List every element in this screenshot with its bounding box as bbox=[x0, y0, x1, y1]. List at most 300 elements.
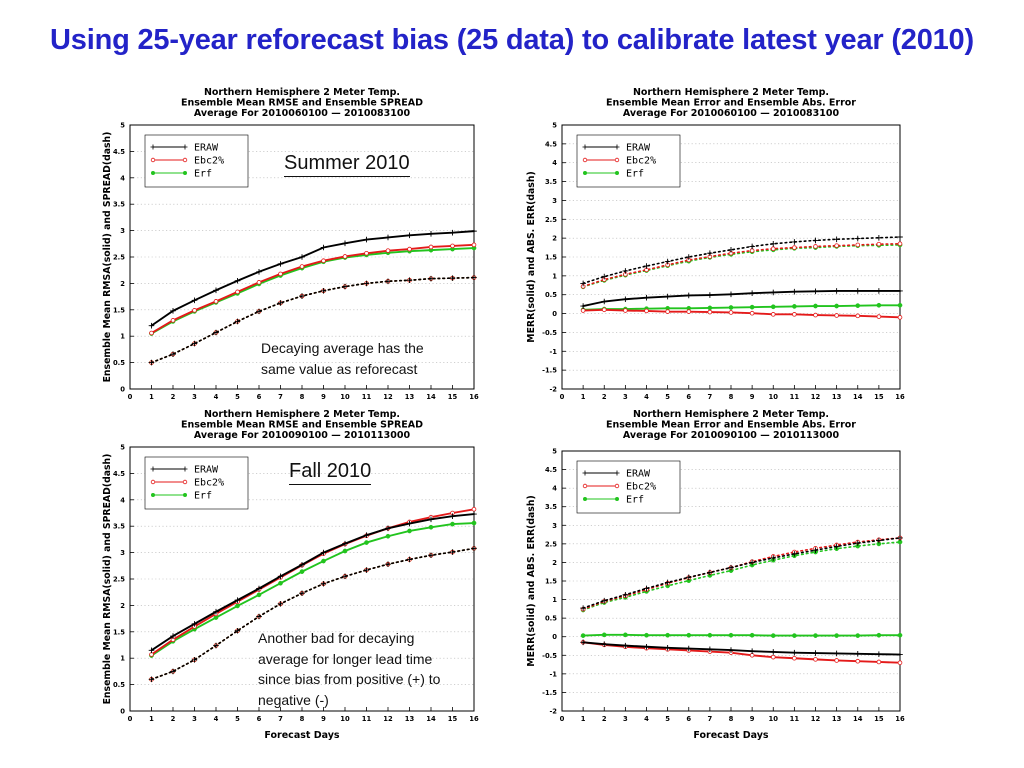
marker-plus bbox=[686, 574, 692, 580]
chart-title-line: Ensemble Mean RMSE and Ensemble SPREAD bbox=[180, 97, 424, 109]
marker-plus bbox=[897, 652, 903, 658]
marker-open-circle bbox=[856, 243, 860, 247]
legend-marker-open bbox=[615, 158, 619, 162]
x-tick-label: 1 bbox=[149, 715, 154, 723]
x-tick-label: 10 bbox=[340, 393, 350, 401]
y-tick-label: 3 bbox=[120, 549, 125, 558]
marker-plus bbox=[792, 289, 798, 295]
x-tick-label: 15 bbox=[447, 715, 458, 723]
chart-title-line: Average For 2010090100 — 2010113000 bbox=[193, 430, 411, 441]
marker-plus bbox=[792, 650, 798, 656]
y-tick-label: 3.5 bbox=[112, 522, 125, 531]
marker-open-circle bbox=[814, 245, 818, 249]
marker-open-circle bbox=[429, 245, 433, 249]
marker-plus bbox=[428, 552, 434, 558]
marker-plus bbox=[299, 590, 305, 596]
x-tick-label: 9 bbox=[749, 715, 755, 723]
marker-plus bbox=[450, 275, 456, 281]
x-tick-label: 4 bbox=[644, 393, 649, 401]
legend-marker-open bbox=[583, 158, 587, 162]
legend-label-erf: Erf bbox=[194, 490, 213, 502]
chart-title-line: Average For 2010060100 — 2010083100 bbox=[193, 108, 411, 119]
marker-open-circle bbox=[792, 246, 796, 250]
marker-plus bbox=[686, 293, 692, 299]
x-tick-label: 8 bbox=[728, 715, 734, 723]
marker-plus bbox=[256, 309, 262, 315]
y-tick-label: 4.5 bbox=[112, 147, 125, 156]
marker-filled-circle bbox=[877, 633, 881, 637]
y-tick-label: 4.5 bbox=[112, 469, 125, 478]
marker-plus bbox=[813, 650, 819, 656]
marker-open-circle bbox=[623, 309, 627, 313]
marker-plus bbox=[601, 299, 607, 305]
marker-plus bbox=[770, 649, 776, 655]
marker-plus bbox=[665, 259, 671, 265]
x-tick-label: 16 bbox=[895, 715, 905, 723]
x-tick-label: 11 bbox=[361, 393, 372, 401]
marker-plus bbox=[278, 300, 284, 306]
legend-marker-filled bbox=[151, 493, 155, 497]
x-tick-label: 6 bbox=[686, 393, 692, 401]
x-tick-label: 13 bbox=[404, 393, 415, 401]
marker-filled-circle bbox=[644, 633, 648, 637]
series-eraw-solid bbox=[583, 642, 900, 654]
x-tick-label: 16 bbox=[469, 393, 479, 401]
x-tick-label: 7 bbox=[278, 715, 283, 723]
y-tick-label: 5 bbox=[120, 443, 125, 452]
x-tick-label: 10 bbox=[768, 715, 778, 723]
marker-open-circle bbox=[750, 311, 754, 315]
marker-filled-circle bbox=[235, 604, 239, 608]
marker-plus bbox=[707, 292, 713, 298]
legend-marker-filled bbox=[183, 171, 187, 175]
marker-filled-circle bbox=[708, 306, 712, 310]
marker-open-circle bbox=[171, 318, 175, 322]
marker-open-circle bbox=[835, 659, 839, 663]
x-tick-label: 15 bbox=[874, 715, 884, 723]
marker-filled-circle bbox=[750, 305, 754, 309]
marker-open-circle bbox=[472, 507, 476, 511]
x-tick-label: 5 bbox=[665, 715, 670, 723]
marker-open-circle bbox=[150, 331, 154, 335]
marker-plus bbox=[342, 574, 348, 580]
marker-plus bbox=[235, 278, 241, 284]
x-tick-label: 2 bbox=[601, 715, 607, 723]
marker-open-circle bbox=[750, 249, 754, 253]
x-tick-label: 16 bbox=[895, 393, 905, 401]
chart-title-line: Northern Hemisphere 2 Meter Temp. bbox=[632, 409, 830, 420]
series-eraw-dash bbox=[583, 237, 900, 283]
marker-filled-circle bbox=[343, 549, 347, 553]
marker-open-circle bbox=[472, 243, 476, 247]
y-tick-label: 4.5 bbox=[544, 466, 557, 475]
marker-plus bbox=[770, 241, 776, 247]
marker-filled-circle bbox=[813, 634, 817, 638]
marker-plus bbox=[213, 330, 219, 336]
x-tick-label: 15 bbox=[447, 393, 458, 401]
y-tick-label: 3.5 bbox=[112, 200, 125, 209]
chart-title-line: Northern Hemisphere 2 Meter Temp. bbox=[203, 87, 401, 98]
marker-plus bbox=[728, 247, 734, 253]
y-tick-label: 1.5 bbox=[112, 628, 125, 637]
marker-plus bbox=[813, 289, 819, 295]
marker-plus bbox=[623, 296, 629, 302]
x-tick-label: 8 bbox=[299, 715, 305, 723]
y-tick-label: 0 bbox=[552, 310, 557, 319]
x-tick-label: 14 bbox=[853, 393, 863, 401]
marker-plus bbox=[623, 268, 629, 274]
chart-summer-error bbox=[526, 84, 926, 429]
x-tick-label: 8 bbox=[299, 393, 305, 401]
marker-filled-circle bbox=[750, 633, 754, 637]
y-tick-label: 0 bbox=[120, 707, 125, 716]
x-tick-label: 0 bbox=[127, 393, 133, 401]
x-tick-label: 1 bbox=[580, 715, 586, 723]
marker-open-circle bbox=[386, 249, 390, 253]
y-tick-label: -0.5 bbox=[542, 328, 557, 337]
marker-open-circle bbox=[408, 247, 412, 251]
marker-open-circle bbox=[687, 310, 691, 314]
legend-marker-filled bbox=[583, 171, 587, 175]
x-tick-label: 1 bbox=[580, 393, 586, 401]
y-tick-label: 1 bbox=[120, 332, 125, 341]
marker-filled-circle bbox=[666, 633, 670, 637]
marker-filled-circle bbox=[856, 634, 860, 638]
chart-svg bbox=[526, 84, 926, 429]
y-axis-label: MERR(solid) and ABS. ERR(dash) bbox=[526, 495, 537, 667]
slide-title: Using 25-year reforecast bias (25 data) to calibrate latest year (2010) bbox=[50, 24, 974, 56]
marker-open-circle bbox=[856, 314, 860, 318]
y-tick-label: 5 bbox=[120, 121, 125, 130]
marker-open-circle bbox=[792, 656, 796, 660]
y-tick-label: 4 bbox=[120, 174, 125, 183]
marker-filled-circle bbox=[300, 570, 304, 574]
marker-plus bbox=[213, 643, 219, 649]
y-tick-label: 4.5 bbox=[544, 140, 557, 149]
y-axis-label: Ensemble Mean RMSA(solid) and SPREAD(dash) bbox=[102, 131, 113, 383]
marker-filled-circle bbox=[257, 593, 261, 597]
y-tick-label: 2 bbox=[120, 279, 125, 288]
y-tick-label: 2 bbox=[552, 558, 557, 567]
legend-label-erf: Erf bbox=[626, 168, 645, 180]
y-tick-label: 3 bbox=[120, 227, 125, 236]
y-tick-label: 1 bbox=[120, 654, 125, 663]
y-tick-label: 1.5 bbox=[544, 253, 557, 262]
marker-open-circle bbox=[581, 309, 585, 313]
chart-fall-error bbox=[526, 406, 926, 751]
marker-plus bbox=[855, 236, 861, 242]
marker-filled-circle bbox=[708, 633, 712, 637]
legend-marker-filled bbox=[615, 171, 619, 175]
marker-filled-circle bbox=[835, 304, 839, 308]
marker-open-circle bbox=[150, 653, 154, 657]
series-ebc2-dash bbox=[583, 538, 900, 609]
marker-filled-circle bbox=[792, 634, 796, 638]
marker-plus bbox=[897, 535, 903, 541]
marker-filled-circle bbox=[450, 522, 454, 526]
marker-open-circle bbox=[771, 247, 775, 251]
y-tick-label: 0.5 bbox=[544, 291, 557, 300]
marker-plus bbox=[876, 538, 882, 544]
x-tick-label: 0 bbox=[559, 715, 565, 723]
y-tick-label: 3 bbox=[552, 196, 557, 205]
marker-open-circle bbox=[343, 255, 347, 259]
y-tick-label: 2 bbox=[120, 601, 125, 610]
marker-plus bbox=[707, 250, 713, 256]
x-tick-label: 6 bbox=[256, 715, 262, 723]
marker-open-circle bbox=[193, 308, 197, 312]
x-tick-label: 5 bbox=[235, 715, 240, 723]
marker-open-circle bbox=[898, 315, 902, 319]
y-tick-label: 1 bbox=[552, 272, 557, 281]
marker-plus bbox=[601, 641, 607, 647]
note-decaying-average: Decaying average has the same value as reforecast bbox=[261, 340, 424, 377]
marker-open-circle bbox=[236, 290, 240, 294]
marker-plus bbox=[256, 269, 262, 275]
series-eraw-dash bbox=[583, 538, 900, 608]
y-tick-label: 4 bbox=[552, 484, 557, 493]
y-tick-label: 3 bbox=[552, 521, 557, 530]
marker-plus bbox=[278, 261, 284, 267]
marker-plus bbox=[149, 360, 155, 366]
y-tick-label: 2.5 bbox=[544, 215, 557, 224]
x-tick-label: 11 bbox=[361, 715, 372, 723]
y-tick-label: 5 bbox=[552, 121, 557, 130]
marker-plus bbox=[644, 295, 650, 301]
marker-open-circle bbox=[257, 280, 261, 284]
series-erf-solid bbox=[583, 305, 900, 310]
marker-plus bbox=[170, 351, 176, 357]
marker-plus bbox=[278, 601, 284, 607]
y-tick-label: 2.5 bbox=[544, 540, 557, 549]
marker-plus bbox=[665, 294, 671, 300]
y-tick-label: 3.5 bbox=[544, 503, 557, 512]
chart-svg bbox=[526, 406, 926, 751]
marker-open-circle bbox=[365, 251, 369, 255]
marker-plus bbox=[749, 244, 755, 250]
y-tick-label: 2.5 bbox=[112, 253, 125, 262]
marker-plus bbox=[299, 254, 305, 260]
x-tick-label: 12 bbox=[810, 715, 821, 723]
x-tick-label: 2 bbox=[170, 393, 176, 401]
marker-plus bbox=[897, 234, 903, 240]
x-tick-label: 14 bbox=[853, 715, 863, 723]
x-tick-label: 6 bbox=[256, 393, 262, 401]
chart-title-line: Ensemble Mean Error and Ensemble Abs. Error bbox=[606, 97, 856, 109]
marker-open-circle bbox=[877, 315, 881, 319]
y-tick-label: -2 bbox=[549, 385, 557, 394]
x-tick-label: 1 bbox=[149, 393, 154, 401]
marker-plus bbox=[235, 319, 241, 325]
y-tick-label: 0.5 bbox=[112, 681, 125, 690]
x-tick-label: 2 bbox=[170, 715, 176, 723]
legend-marker-open bbox=[183, 480, 187, 484]
marker-filled-circle bbox=[729, 305, 733, 309]
marker-filled-circle bbox=[321, 559, 325, 563]
y-tick-label: 1 bbox=[552, 596, 557, 605]
marker-plus bbox=[428, 276, 434, 282]
marker-filled-circle bbox=[856, 304, 860, 308]
y-tick-label: 2 bbox=[552, 234, 557, 243]
x-tick-label: 4 bbox=[213, 393, 219, 401]
x-tick-label: 3 bbox=[623, 715, 628, 723]
x-tick-label: 6 bbox=[686, 715, 692, 723]
x-tick-label: 0 bbox=[559, 393, 565, 401]
x-tick-label: 9 bbox=[321, 715, 326, 723]
marker-open-circle bbox=[214, 299, 218, 303]
marker-plus bbox=[749, 648, 755, 654]
x-axis-label: Forecast Days bbox=[264, 730, 340, 741]
legend-marker-open bbox=[183, 158, 187, 162]
marker-open-circle bbox=[451, 244, 455, 248]
marker-plus bbox=[364, 567, 370, 573]
y-axis-label: MERR(solid) and ABS. ERR(dash) bbox=[526, 171, 537, 343]
legend-label-ebc2: Ebc2% bbox=[194, 155, 225, 167]
marker-plus bbox=[834, 651, 840, 657]
chart-title-line: Northern Hemisphere 2 Meter Temp. bbox=[632, 87, 830, 98]
marker-open-circle bbox=[898, 661, 902, 665]
marker-filled-circle bbox=[835, 634, 839, 638]
marker-filled-circle bbox=[364, 540, 368, 544]
marker-plus bbox=[321, 581, 327, 587]
marker-filled-circle bbox=[623, 633, 627, 637]
x-tick-label: 14 bbox=[426, 715, 436, 723]
marker-filled-circle bbox=[898, 633, 902, 637]
legend-marker-open bbox=[151, 480, 155, 484]
x-tick-label: 4 bbox=[644, 715, 649, 723]
marker-plus bbox=[471, 511, 477, 517]
marker-plus bbox=[792, 239, 798, 245]
marker-open-circle bbox=[877, 660, 881, 664]
marker-plus bbox=[644, 263, 650, 269]
marker-filled-circle bbox=[771, 634, 775, 638]
y-tick-label: 1.5 bbox=[544, 577, 557, 586]
y-tick-label: -1 bbox=[549, 347, 557, 356]
marker-plus bbox=[407, 233, 413, 239]
legend-label-ebc2: Ebc2% bbox=[194, 477, 225, 489]
y-tick-label: 5 bbox=[552, 447, 557, 456]
marker-open-circle bbox=[814, 657, 818, 661]
marker-filled-circle bbox=[278, 581, 282, 585]
marker-open-circle bbox=[792, 312, 796, 316]
x-tick-label: 7 bbox=[707, 393, 713, 401]
y-tick-label: 0.5 bbox=[544, 614, 557, 623]
y-tick-label: -0.5 bbox=[542, 651, 557, 660]
marker-plus bbox=[299, 293, 305, 299]
x-tick-label: 15 bbox=[874, 393, 884, 401]
marker-plus bbox=[428, 231, 434, 237]
marker-plus bbox=[897, 288, 903, 294]
y-tick-label: -1 bbox=[549, 670, 557, 679]
x-tick-label: 9 bbox=[749, 393, 755, 401]
marker-plus bbox=[321, 245, 327, 251]
marker-plus bbox=[385, 561, 391, 567]
marker-plus bbox=[471, 275, 477, 281]
marker-open-circle bbox=[771, 655, 775, 659]
chart-title-line: Average For 2010060100 — 2010083100 bbox=[622, 108, 840, 119]
marker-open-circle bbox=[835, 314, 839, 318]
marker-plus bbox=[580, 639, 586, 645]
x-axis-label: Forecast Days bbox=[693, 730, 769, 741]
x-tick-label: 12 bbox=[383, 393, 393, 401]
marker-plus bbox=[342, 240, 348, 246]
legend-label-eraw: ERAW bbox=[194, 464, 219, 476]
marker-plus bbox=[256, 614, 262, 620]
x-tick-label: 3 bbox=[192, 715, 197, 723]
legend-marker-open bbox=[615, 484, 619, 488]
marker-plus bbox=[876, 288, 882, 294]
marker-open-circle bbox=[279, 272, 283, 276]
legend-marker-open bbox=[583, 484, 587, 488]
marker-plus bbox=[471, 228, 477, 234]
marker-plus bbox=[385, 235, 391, 241]
marker-open-circle bbox=[856, 659, 860, 663]
legend-marker-filled bbox=[615, 497, 619, 501]
marker-filled-circle bbox=[729, 633, 733, 637]
marker-open-circle bbox=[645, 309, 649, 313]
marker-filled-circle bbox=[429, 525, 433, 529]
chart-title-line: Northern Hemisphere 2 Meter Temp. bbox=[203, 409, 401, 420]
marker-open-circle bbox=[835, 244, 839, 248]
marker-filled-circle bbox=[472, 521, 476, 525]
marker-plus bbox=[321, 288, 327, 294]
marker-open-circle bbox=[322, 259, 326, 263]
series-ebc2-solid bbox=[152, 245, 475, 333]
marker-filled-circle bbox=[898, 303, 902, 307]
y-tick-label: 0.5 bbox=[112, 359, 125, 368]
x-tick-label: 0 bbox=[127, 715, 133, 723]
x-tick-label: 12 bbox=[810, 393, 821, 401]
x-tick-label: 10 bbox=[340, 715, 350, 723]
chart-title-line: Average For 2010090100 — 2010113000 bbox=[622, 430, 840, 441]
y-tick-label: 2.5 bbox=[112, 575, 125, 584]
legend-label-eraw: ERAW bbox=[626, 468, 651, 480]
marker-plus bbox=[364, 237, 370, 243]
marker-filled-circle bbox=[581, 634, 585, 638]
marker-open-circle bbox=[898, 242, 902, 246]
marker-plus bbox=[364, 281, 370, 287]
chart-title-line: Ensemble Mean RMSE and Ensemble SPREAD bbox=[180, 419, 424, 431]
marker-filled-circle bbox=[792, 304, 796, 308]
marker-filled-circle bbox=[877, 303, 881, 307]
marker-open-circle bbox=[771, 312, 775, 316]
marker-plus bbox=[450, 549, 456, 555]
series-eraw-solid bbox=[583, 291, 900, 306]
x-tick-label: 3 bbox=[623, 393, 628, 401]
x-tick-label: 9 bbox=[321, 393, 326, 401]
x-tick-label: 5 bbox=[235, 393, 240, 401]
marker-plus bbox=[876, 235, 882, 241]
legend-label-ebc2: Ebc2% bbox=[626, 481, 657, 493]
marker-plus bbox=[342, 284, 348, 290]
chart-title-line: Ensemble Mean Error and Ensemble Abs. Error bbox=[606, 419, 856, 431]
legend-label-ebc2: Ebc2% bbox=[626, 155, 657, 167]
x-tick-label: 14 bbox=[426, 393, 436, 401]
x-tick-label: 13 bbox=[404, 715, 415, 723]
y-tick-label: 4 bbox=[552, 159, 557, 168]
series-erf-dash bbox=[583, 245, 900, 287]
series-erf-solid bbox=[583, 635, 900, 636]
x-tick-label: 4 bbox=[213, 715, 219, 723]
marker-filled-circle bbox=[386, 534, 390, 538]
x-tick-label: 5 bbox=[665, 393, 670, 401]
legend-marker-filled bbox=[583, 497, 587, 501]
marker-plus bbox=[876, 651, 882, 657]
marker-filled-circle bbox=[407, 529, 411, 533]
marker-plus bbox=[813, 238, 819, 244]
legend-label-eraw: ERAW bbox=[626, 142, 651, 154]
marker-open-circle bbox=[602, 308, 606, 312]
